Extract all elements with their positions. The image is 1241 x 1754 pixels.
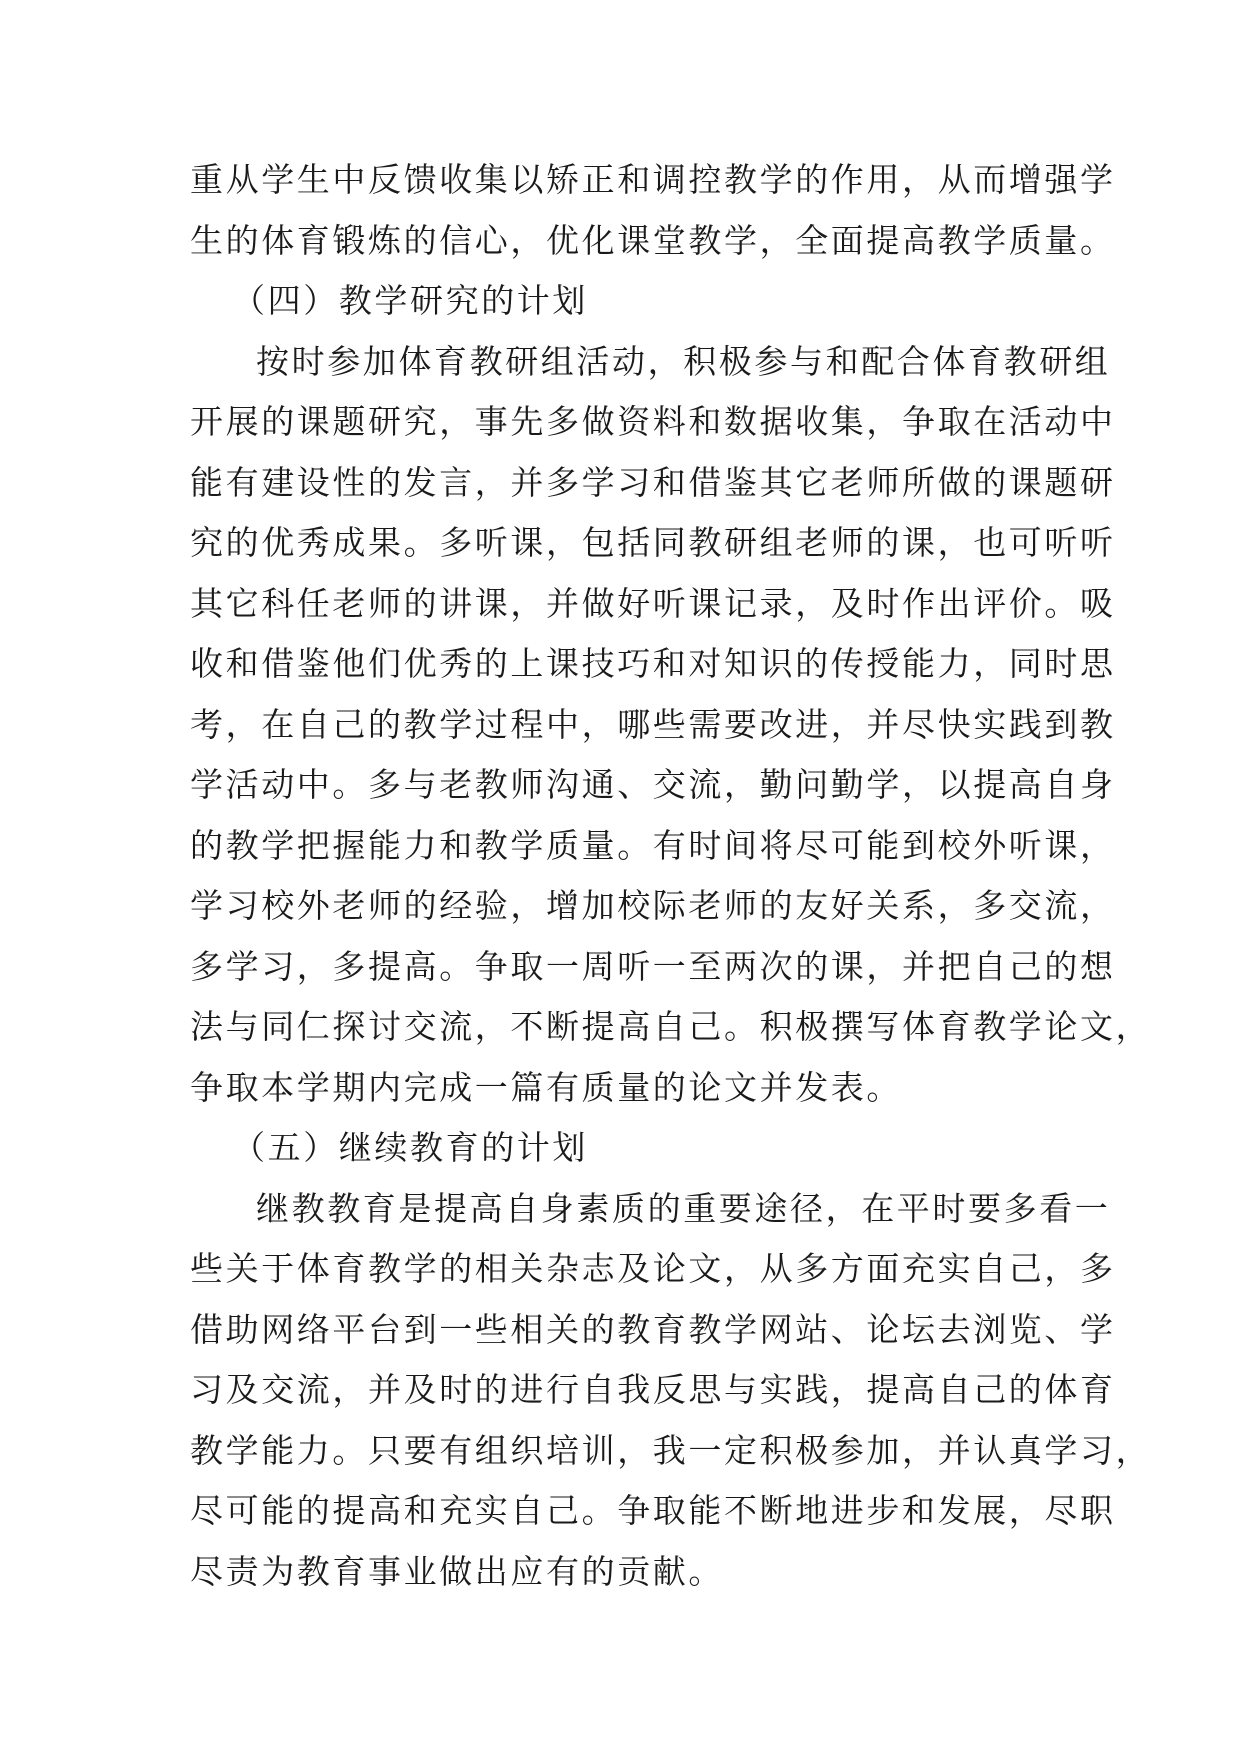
- body-line: 习及交流，并及时的进行自我反思与实践，提高自己的体育: [190, 1370, 1116, 1409]
- document-body: [190, 159, 1152, 1611]
- body-line: 生的体育锻炼的信心，优化课堂教学，全面提高教学质量。: [190, 220, 1116, 260]
- body-line: 收和借鉴他们优秀的上课技巧和对知识的传授能力，同时思: [190, 644, 1116, 683]
- body-line: 法与同仁探讨交流，不断提高自己。积极撰写体育教学论文，: [190, 1007, 1152, 1046]
- body-line: 教学能力。只要有组织培训，我一定积极参加，并认真学习，: [190, 1430, 1152, 1470]
- body-line: 尽可能的提高和充实自己。争取能不断地进步和发展，尽职: [190, 1491, 1116, 1530]
- body-line: 究的优秀成果。多听课，包括同教研组老师的课，也可听听: [190, 523, 1116, 562]
- section-heading-4: （四）教学研究的计划: [232, 281, 588, 320]
- body-line: 尽责为教育事业做出应有的贡献。: [190, 1551, 724, 1591]
- body-line: 的教学把握能力和教学质量。有时间将尽可能到校外听课，: [190, 825, 1116, 865]
- body-line: 开展的课题研究，事先多做资料和数据收集，争取在活动中: [190, 402, 1116, 441]
- section-heading-5: （五）继续教育的计划: [232, 1128, 588, 1167]
- body-line: 其它科任老师的讲课，并做好听课记录，及时作出评价。吸: [190, 583, 1116, 623]
- body-line: 借助网络平台到一些相关的教育教学网站、论坛去浏览、学: [190, 1309, 1116, 1349]
- body-line: 学活动中。多与老教师沟通、交流，勤问勤学，以提高自身: [190, 765, 1116, 804]
- paragraph-first-line: 继教教育是提高自身素质的重要途径，在平时要多看一: [256, 1188, 1111, 1228]
- body-line: 些关于体育教学的相关杂志及论文，从多方面充实自己，多: [190, 1249, 1116, 1288]
- body-line: 学习校外老师的经验，增加校际老师的友好关系，多交流，: [190, 886, 1116, 925]
- paragraph-first-line: 按时参加体育教研组活动，积极参与和配合体育教研组: [256, 341, 1111, 381]
- body-line: 争取本学期内完成一篇有质量的论文并发表。: [190, 1067, 902, 1107]
- body-line: 考，在自己的教学过程中，哪些需要改进，并尽快实践到教: [190, 704, 1116, 744]
- body-line: 能有建设性的发言，并多学习和借鉴其它老师所做的课题研: [190, 462, 1116, 502]
- body-line: 重从学生中反馈收集以矫正和调控教学的作用，从而增强学: [190, 160, 1116, 199]
- body-line: 多学习，多提高。争取一周听一至两次的课，并把自己的想: [190, 946, 1116, 986]
